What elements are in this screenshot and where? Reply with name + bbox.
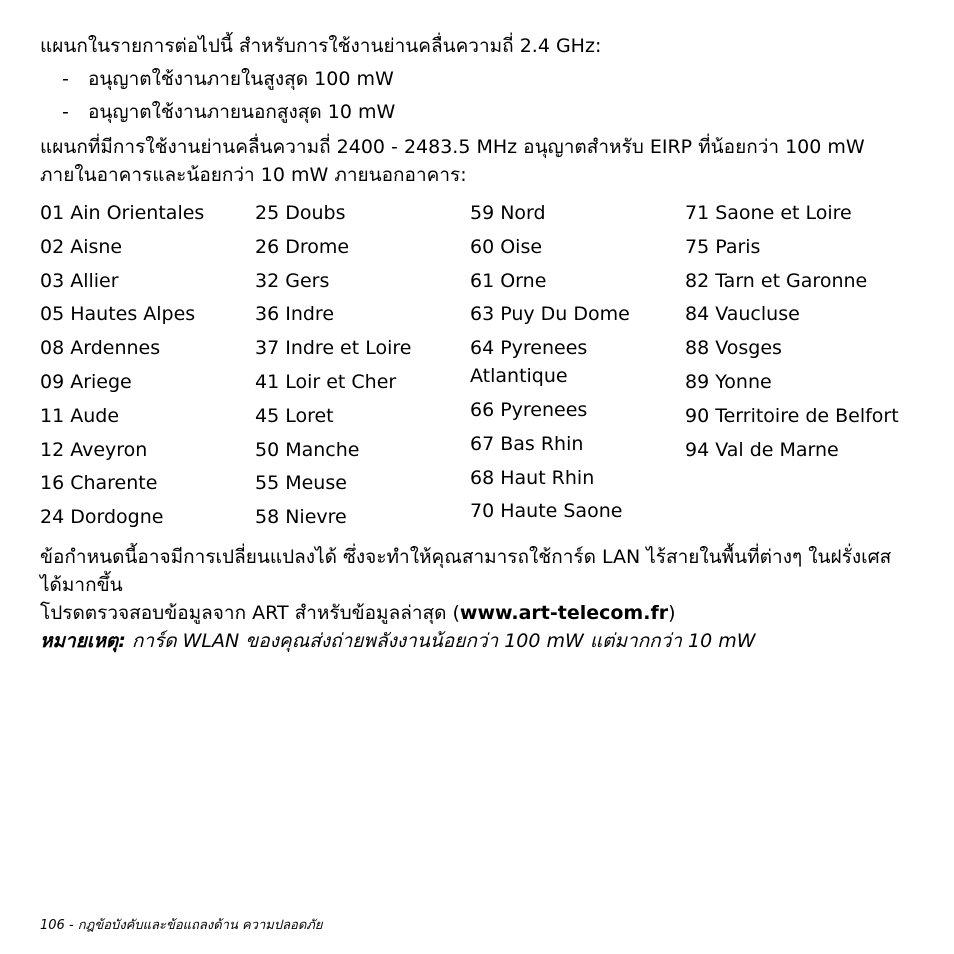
department-item: 63 Puy Du Dome (470, 303, 630, 326)
department-item: 70 Haute Saone (470, 500, 623, 523)
department-item: 64 Pyrenees Atlantique (470, 337, 588, 388)
department-item: 59 Nord (470, 202, 546, 224)
note-label: หมายเหตุ: (40, 629, 126, 652)
eirp-paragraph: แผนกที่มีการใช้งานย่านคลื่นความถี่ 2400 - 2483.5 MHz อนุญาตสำหรับ EIRP ที่น้อยกว่า 100 mW ภายในอาคารและน้อยกว่า 10 mW ภายนอกอาคาร: (40, 136, 865, 186)
department-item: 03 Allier (40, 269, 119, 292)
art-prefix: โปรดตรวจสอบข้อมูลจาก ART สำหรับข้อมูลล่าสุด ( (40, 601, 460, 624)
list-item-text: อนุญาตใช้งานภายในสูงสุด 100 mW (88, 68, 394, 90)
department-item: 55 Meuse (255, 472, 347, 495)
department-item: 11 Aude (40, 404, 120, 427)
department-item: 24 Dordogne (40, 506, 164, 529)
department-item: 75 Paris (685, 235, 761, 258)
bullet-dash: - (62, 68, 69, 90)
bullet-dash: - (62, 101, 69, 123)
department-item: 50 Manche (255, 438, 360, 461)
department-item: 88 Vosges (685, 337, 782, 360)
department-item: 71 Saone et Loire (685, 202, 852, 224)
department-item: 66 Pyrenees (470, 398, 588, 421)
department-item: 90 Territoire de Belfort (685, 404, 899, 427)
department-item: 32 Gers (255, 269, 330, 292)
art-telecom-link[interactable]: www.art-telecom.fr (459, 601, 669, 624)
department-item: 12 Aveyron (40, 438, 148, 461)
departments-column-2 (255, 199, 470, 537)
department-item: 01 Ain Orientales (40, 202, 205, 224)
department-item: 58 Nievre (255, 506, 347, 529)
department-item: 26 Drome (255, 235, 350, 258)
department-item: 68 Haut Rhin (470, 466, 595, 489)
art-suffix: ) (668, 601, 676, 624)
department-item: 61 Orne (470, 269, 547, 292)
department-item: 16 Charente (40, 472, 158, 495)
intro-paragraph: แผนกในรายการต่อไปนี้ สำหรับการใช้งานย่านคลื่นความถี่ 2.4 GHz: (40, 35, 602, 57)
department-item: 08 Ardennes (40, 337, 161, 360)
departments-column-1 (40, 199, 255, 537)
departments-column-4 (685, 199, 900, 537)
page-footer: 106 - กฎข้อบังคับและข้อแถลงด้าน ความปลอดภัย (40, 918, 323, 933)
department-item: 02 Aisne (40, 235, 123, 258)
department-item: 09 Ariege (40, 370, 132, 393)
notice-paragraph: ข้อกำหนดนี้อาจมีการเปลี่ยนแปลงได้ ซึ่งจะทำให้คุณสามารถใช้การ์ด LAN ไร้สายในพื้นที่ต่างๆ ในฝรั่งเศสได้มากขึ้น (40, 545, 892, 596)
department-item: 82 Tarn et Garonne (685, 269, 868, 292)
note-text: การ์ด WLAN ของคุณส่งถ่ายพลังงานน้อยกว่า 100 mW แต่มากกว่า 10 mW (125, 629, 756, 652)
department-item: 89 Yonne (685, 370, 772, 393)
department-item: 60 Oise (470, 235, 543, 258)
list-item-text: อนุญาตใช้งานภายนอกสูงสุด 10 mW (88, 101, 396, 123)
departments-grid (40, 199, 900, 537)
department-item: 94 Val de Marne (685, 438, 839, 461)
department-item: 67 Bas Rhin (470, 432, 584, 455)
department-item: 45 Loret (255, 404, 334, 427)
note-paragraph (40, 627, 900, 655)
department-item: 05 Hautes Alpes (40, 303, 196, 326)
department-item: 25 Doubs (255, 202, 346, 224)
department-item: 37 Indre et Loire (255, 337, 412, 360)
department-item: 41 Loir et Cher (255, 370, 397, 393)
art-paragraph (40, 599, 900, 627)
document-body (40, 32, 900, 655)
departments-column-3 (470, 199, 685, 537)
department-item: 36 Indre (255, 303, 335, 326)
list-item (40, 65, 900, 93)
list-item (40, 98, 900, 126)
department-item: 84 Vaucluse (685, 303, 800, 326)
power-limits-list (40, 65, 900, 126)
